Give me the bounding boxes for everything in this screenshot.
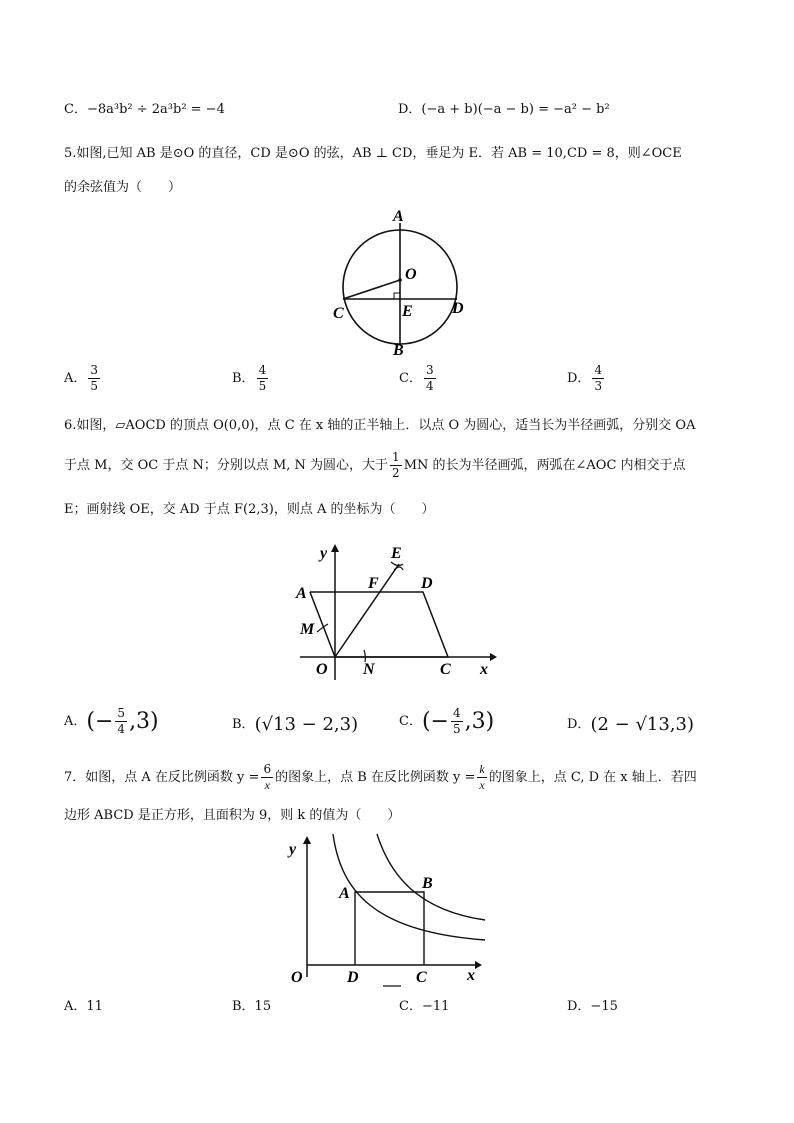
q6-label-n: N xyxy=(363,661,375,678)
q7-option-d: D．−15 xyxy=(567,999,618,1014)
q6-label-o: O xyxy=(316,661,328,678)
q7-stem-line2: 边形 ABCD 是正方形，且面积为 9，则 k 的值为（ ） xyxy=(64,808,401,823)
q7-label-y: y xyxy=(289,841,297,858)
q6-label-y: y xyxy=(320,545,328,562)
q6-label-e: E xyxy=(391,545,402,562)
q6-y-arrow xyxy=(331,544,339,552)
q6-label-m: M xyxy=(300,621,315,638)
q7-square-abcd xyxy=(355,892,424,965)
q7-label-c: C xyxy=(416,969,427,986)
q7-label-b: B xyxy=(422,875,433,892)
q5-label-e: E xyxy=(402,303,413,320)
q6-option-b: B．(√13 − 2,3) xyxy=(232,714,359,735)
q5-label-a: A xyxy=(393,208,404,225)
q7-y-arrow xyxy=(303,836,311,844)
q7-label-o: O xyxy=(291,969,303,986)
q7-option-a: A．11 xyxy=(64,999,103,1014)
q7-hyperbola-figure xyxy=(285,832,490,992)
q7-x-arrow xyxy=(475,961,482,969)
q6-parallelogram xyxy=(310,592,448,657)
q6-arc-mark-e1 xyxy=(391,562,403,566)
q7-option-c: C．−11 xyxy=(399,999,450,1014)
q5-label-d: D xyxy=(452,300,464,317)
q7-option-b: B．15 xyxy=(232,999,272,1014)
q6-arc-mark-e2 xyxy=(394,567,403,570)
q6-stem-line3: E；画射线 OE，交 AD 于点 F(2,3)，则点 A 的坐标为（ ） xyxy=(64,502,435,517)
q5-option-b: B． $\frac{4}{5}$ xyxy=(232,363,267,393)
q6-parallelogram-figure xyxy=(290,540,500,682)
q5-label-b: B xyxy=(393,342,404,357)
q5-option-a: A． $\frac{3}{5}$ xyxy=(64,363,99,393)
q6-option-d: D．(2 − √13,3) xyxy=(567,714,695,735)
q6-label-d: D xyxy=(421,575,433,592)
q5-stem-line1: 5.如图,已知 AB 是⊙O 的直径，CD 是⊙O 的弦，AB ⊥ CD，垂足为 E．若 AB = 10,CD = 8，则∠OCE xyxy=(64,146,682,161)
q5-label-o: O xyxy=(405,266,417,283)
q4-option-c: C．−8a³b² ÷ 2a³b² = −4 xyxy=(64,102,225,117)
q5-option-d: D． $\frac{4}{3}$ xyxy=(567,363,603,393)
q5-segment-oc xyxy=(343,280,400,299)
q6-stem-line1: 6.如图，▱AOCD 的顶点 O(0,0)，点 C 在 x 轴的正半轴上．以点 O 为圆心，适当长为半径画弧，分别交 OA xyxy=(64,418,696,433)
q6-label-x: x xyxy=(480,661,488,678)
q7-label-d: D xyxy=(347,969,359,986)
q6-option-a: A．(− $\frac{5}{4}$ ,3) xyxy=(64,706,159,736)
q4-option-d: D．(−a + b)(−a − b) = −a² − b² xyxy=(398,102,610,117)
q7-label-a: A xyxy=(339,885,350,902)
q5-circle-figure xyxy=(325,205,475,357)
q6-label-c: C xyxy=(440,661,451,678)
q5-stem-line2: 的余弦值为（ ） xyxy=(64,180,182,195)
q6-option-c: C．(− $\frac{4}{5}$ ,3) xyxy=(399,706,495,736)
q6-ray-oe xyxy=(335,564,399,657)
q5-right-angle-mark xyxy=(394,293,400,299)
q5-option-c: C． $\frac{3}{4}$ xyxy=(399,363,434,393)
q7-stem-line1: 7．如图，点 A 在反比例函数 y = $\frac{6}{x}$ 的图象上，点 B 在反比例函数 y = $\frac{k}{x}$ 的图象上，点 C, D 在 x 轴上．若四 xyxy=(64,762,697,792)
q5-label-c: C xyxy=(333,305,344,322)
q6-label-f: F xyxy=(368,575,379,592)
q6-label-a: A xyxy=(296,585,307,602)
q6-stem-line2: 于点 M，交 OC 于点 N；分别以点 M, N 为圆心，大于 $\frac{1}{2}$ MN 的长为半径画弧，两弧在∠AOC 内相交于点 xyxy=(64,450,686,480)
q7-label-x: x xyxy=(467,967,475,984)
q6-x-arrow xyxy=(490,653,497,661)
